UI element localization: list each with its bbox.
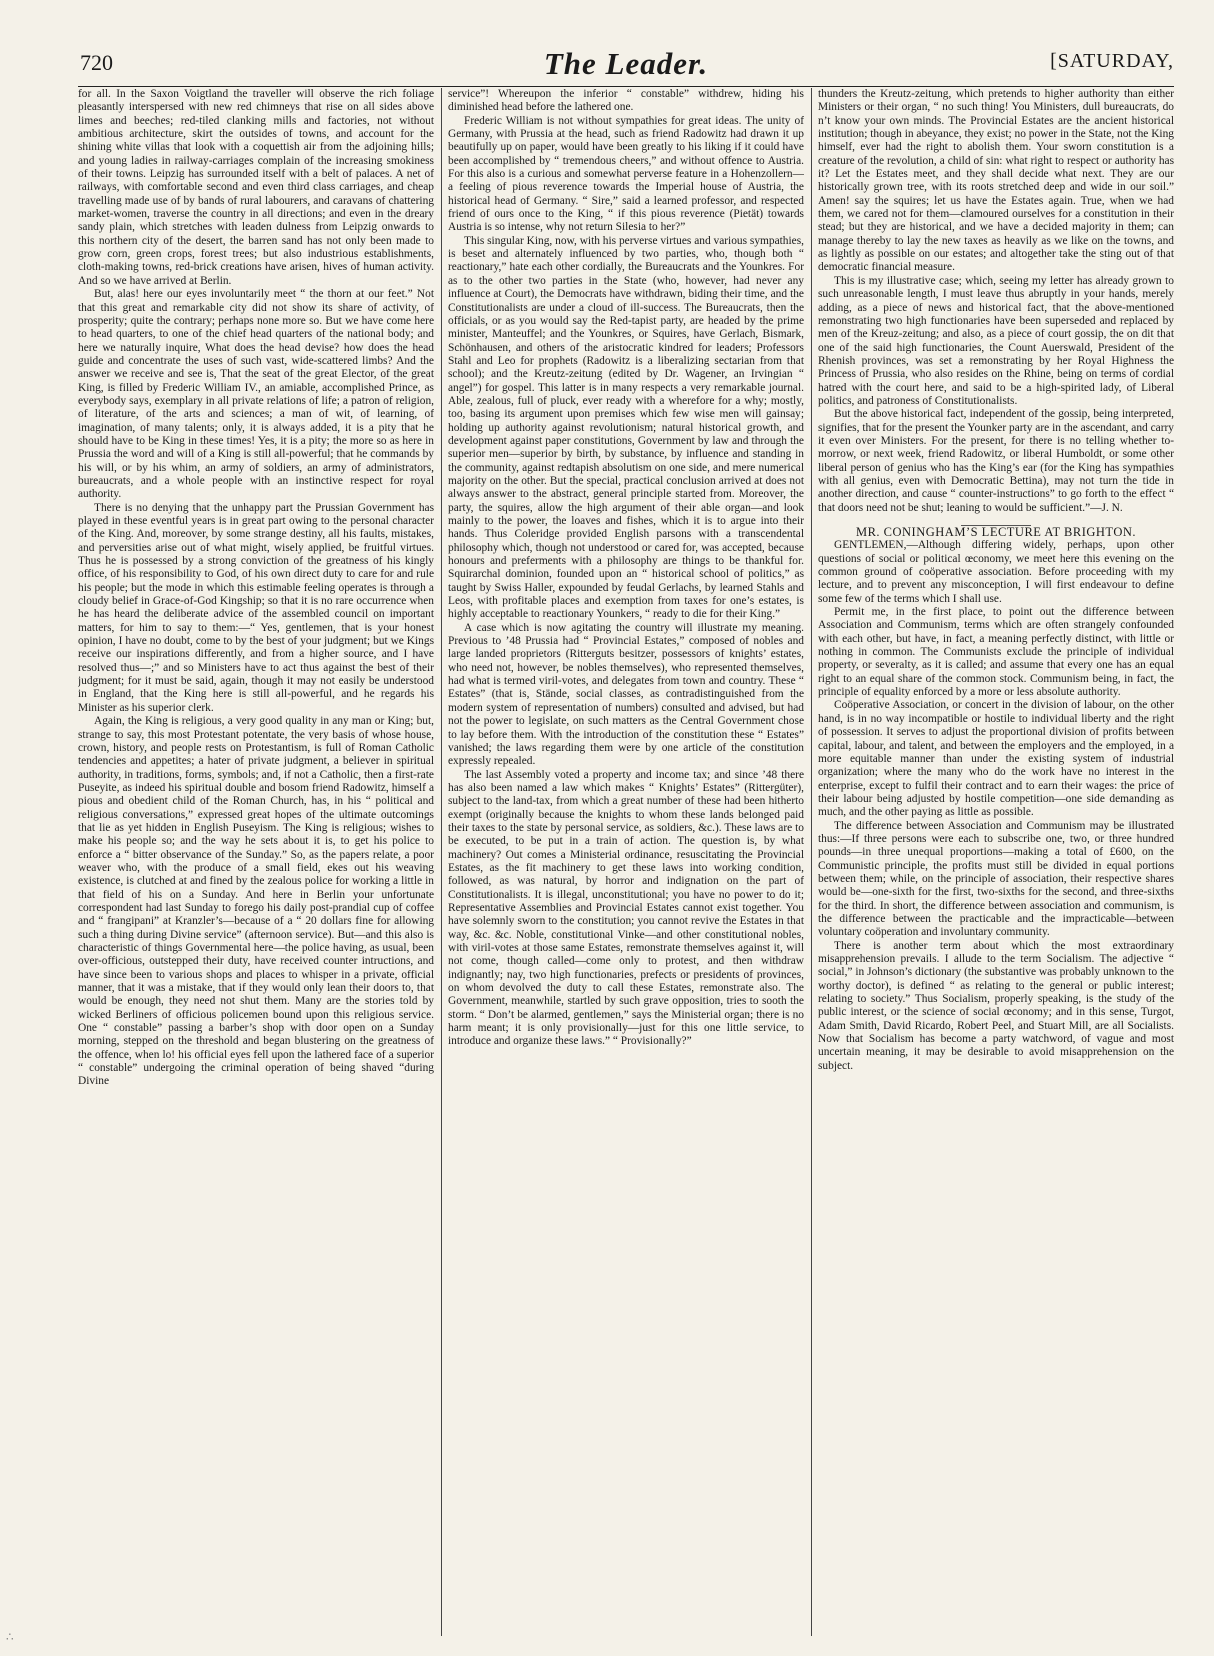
column-1 <box>78 88 434 1636</box>
paragraph: But the above historical fact, independent of the gossip, being interpreted, signifies, that for the present the Younker party are in the ascendant, and carry it even over Ministers. For the present, for there is no telling whether to-morrow, or next week, friend Radowitz, or liberal Humboldt, or some other liberal person of genius who has the King’s ear (for the King has sympathies with all genius, even with Democratic Bettina), may not turn the tide in another direction, and cause “ counter-instructions” to go forth to the effect “ that doors need not be shut; leaning to would be sufficient.”—J. N. <box>818 408 1174 514</box>
article-columns <box>78 88 1174 1636</box>
paragraph: Again, the King is religious, a very good quality in any man or King; but, strange to say, this most Protestant potentate, the very basis of whose house, crown, history, and people rests on Protestantism, is full of Roman Catholic tendencies and appetites; a hater of private judgment, a believer in spiritual authority, in traditions, forms, symbols; and, if not a Catholic, then a first-rate Puseyite, as indeed his spiritual double and bosom friend Radowitz, himself a pious and obedient child of the Roman Church, has, in his “ political and religious conversations,” expressed great hopes of the ultimate outcomings that lie as yet hidden in English Puseyism. The King is religious; wishes to make his people so; and the way he sets about it is, to get his police to enforce a “ bitter observance of the Sunday.” So, as the papers relate, a poor weaver who, with the produce of a small field, ekes out his weaving existence, is clutched at and fined by the zealous police for working a little in that field of his on a Sunday. And here in Berlin your unfortunate correspondent had last Sunday to forego his daily post-prandial cup of coffee and “ frangipani” at Kranzler’s—because of a “ 20 dollars fine for allowing such a thing during Divine service” (afternoon service). But—and this also is characteristic of things Governmental here—the police having, as usual, been over-officious, outstepped their duty, have received counter intructions, and have since been to various shops and places to whisper in a private, official manner, that it was a mistake, that if they would only lean their doors to, that would be enough, they need not shut them. Many are the stories told by wicked Berliners of officious policemen bound upon this religious service. One “ constable” passing a barber’s shop with door open on a Sunday morning, stepped on the threshold and began blustering on the greatness of the offence, when lo! his official eyes fell upon the lathered face of a superior “ constable” undergoing the criminal operation of being shaved “during Divine <box>78 715 434 1088</box>
masthead-title: The Leader. <box>543 46 709 81</box>
column-rule <box>811 88 812 1636</box>
paragraph: This is my illustrative case; which, seeing my letter has already grown to such unreasonable length, I must leave thus abruptly in your hands, merely adding, as a piece of news and historical fact, that the above-mentioned remonstrating two high functionaries have been superseded and replaced by men of the Kreuz-zeitung; and also, as a piece of court gossip, the on dit that one of the said high functionaries, the Count Auerswald, President of the Rhenish provinces, was set a remonstrating by her Royal Highness the Princess of Prussia, who also resides on the Rhine, being on terms of cordial hatred with the court here, and said to be a high-spirited lady, of Liberal politics, and patroness of Constitutionalists. <box>818 274 1174 407</box>
column-2 <box>448 88 804 1636</box>
paragraph: Coöperative Association, or concert in the division of labour, on the other hand, is in no way incompatible or hostile to individual liberty and the right of possession. It serves to adjust the proportional division of profits between capital, labour, and talent, and between the employers and the employed, in a more equitable manner than under the existing system of industrial organization; where the many who do the work have no interest in the enterprise, except to fulfil their contract and to earn their wages: the price of their labour being adjusted by hostile competition—one side demanding as much, and the other paying as little as possible. <box>818 699 1174 819</box>
paragraph: Permit me, in the first place, to point out the difference between Association and Communism, terms which are often strangely confounded with each other, but have, in fact, a meaning perfectly distinct, with little or nothing in common. The Communists exclude the principle of individual property, or severalty, as it is called; and assume that every one has an equal right to an equal share of the common stock. Communism being, in fact, the principle of equality enforced by a more or less absolute authority. <box>818 606 1174 699</box>
column-rule <box>441 88 442 1636</box>
paragraph: There is another term about which the most extraordinary misapprehension prevails. I allude to the term Socialism. The adjective “ social,” in Johnson’s dictionary (the substantive was probably unknown to the worthy doctor), is defined “ as relating to the general or public interest; relating to society.” Thus Socialism, properly speaking, is the study of the public interest, or the science of social œconomy; and in this sense, Turgot, Adam Smith, David Ricardo, Robert Peel, and Stuart Mill, are all Socialists. Now that Socialism has become a party watchword, of vague and most uncertain meaning, it may be desirable to avoid misapprehension on the subject. <box>818 939 1174 1072</box>
paragraph: GENTLEMEN,—Although differing widely, perhaps, upon other questions of social or political œconomy, we meet here this evening on the common ground of coöperative association. Before proceeding with my lecture, and to prevent any misconception, I will first endeavour to define some few of the terms which I shall use. <box>818 539 1174 605</box>
paragraph: thunders the Kreutz-zeitung, which pretends to higher authority than either Ministers or their organ, “ no such thing! You Ministers, dull bureaucrats, do n’t know your own minds. The Provincial Estates are the ancient historical institution; though in abeyance, they exist; no power in the State, not the King himself, ever had the right to abolish them. Your sworn constitution is a creature of the revolution, a child of sin: what right to respect or authority has it? Let the Estates meet, and they shall decide what next. They are our historically grown tree, with its roots stretched deep and wide in our soil.” Amen! say the squires; let us have the Estates again. True, when we had them, we cared not for them—clamoured ourselves for a constitution in their stead; but they are historical, and we have a decided majority in them; can manage thereby to lay the new taxes as heavily as we like on the towns, and as lightly as possible on our estates; and altogether take the sting out of that democratic financial measure. <box>818 88 1174 274</box>
paragraph: A case which is now agitating the country will illustrate my meaning. Previous to ’48 Prussia had “ Provincial Estates,” composed of nobles and large landed proprietors (Ritterguts besitzer, possessors of knights’ estates, who need not, however, be nobles themselves), who represented themselves, had what is termed viril-votes, and delegates from town and country. These “ Estates” (that is, Stände, social classes, as contradistinguished from the modern system of representation of numbers) consulted and advised, but had not the power to legislate, on such matters as the Central Government chose to lay before them. With the introduction of the constitution these “ Estates” vanished; the laws regarding them were by one article of the constitution expressly repealed. <box>448 621 804 768</box>
paragraph: But, alas! here our eyes involuntarily meet “ the thorn at our feet.” Not that this great and remarkable city did not show its share of activity, of prosperity; quite the contrary; perhaps none more so. But we have come here to head quarters, to one of the chief head quarters of the national body; and here we naturally inquire, What does the head devise? how does the head guide and concentrate the uses of such vast, wide-scattered limbs? And the answer we receive and see is, That the seat of the great Elector, of the great King, is filled by Frederic William IV., an amiable, accomplished Prince, as everybody says, exemplary in all private relations of life; a patron of religion, of literature, of the arts and sciences; a man of wit, of learning, of imagination, of many talents; only, it is always added, it is a pity that he should have to be King in these times! Yes, it is a pity; the more so as here in Prussia the word and will of a King is still all-powerful; that he commands by his will, or by his whim, an army of soldiers, an army of administrators, bureaucrats, and a whole people with an instinctive respect for royal authority. <box>78 288 434 501</box>
paragraph: service”! Whereupon the inferior “ constable” withdrew, hiding his diminished head before the lathered one. <box>448 88 804 114</box>
page-header <box>78 46 1174 87</box>
paragraph: The last Assembly voted a property and income tax; and since ’48 there has also been named a law which makes “ Knights’ Estates” (Rittergüter), subject to the land-tax, from which a great number of these had been hitherto exempt (originally because the knights to whom these lands belonged paid their taxes to the state by personal service, as soldiers, &c.). These laws are to be executed, to be put in a train of action. The question is, by what machinery? Out comes a Ministerial ordinance, resuscitating the Provincial Estates, as the fit machinery to get these laws into working condition, followed, as was natural, by horror and indignation on the part of Constitutionalists. It is illegal, unconstitutional; you have no power to do it; Representative Assemblies and Provincial Estates cannot exist together. You have solemnly sworn to the constitution; you cannot revive the Estates in that way, &c. &c. Noble, constitutional Vinke—and other constitutional nobles, with viril-votes at those same Estates, remonstrate themselves against it, will not come, though called—come only to protest, and then withdraw indignantly; nay, two high functionaries, prefects or presidents of provinces, on whom devolved the duty to call these Estates, remonstrate also. The Government, meanwhile, startled by such grave opposition, tries to sooth the storm. “ Don’t be alarmed, gentlemen,” says the Ministerial organ; there is no harm meant; it is only provisionally—just for this one little service, to introduce and organize these laws.” “ Provisionally?” <box>448 768 804 1048</box>
page-number: 720 <box>80 50 113 75</box>
column-3 <box>818 88 1174 1636</box>
article-title: MR. CONINGHAM’S LECTURE AT BRIGHTON. <box>855 525 1137 539</box>
scan-mark-icon: ∴ <box>6 1630 14 1644</box>
paragraph: This singular King, now, with his perverse virtues and various sympathies, is beset and alternately influenced by two parties, who, though both “ reactionary,” hate each other cordially, the Bureaucrats and the Younkres. For as to the other two parties in the State (who, however, had never any influence at Court), the Democrats have withdrawn, biding their time, and the Constitutionalists are under a cloud of ill-success. The Bureaucrats, then the officials, or as you would say the Red-tapist party, are headed by the prime minister, Manteuffel; and the Younkres, or Squires, have Gerlach, Bismark, Schönhausen, and others of the aristocratic kindred for leaders; Professors Stahl and Leo for prophets (Radowitz is a liberalizing sectarian from that school); and the Kreutz-zeitung (edited by Dr. Wagener, an Irvingian “ angel”) for gospel. This latter is in many respects a very remarkable journal. Able, zealous, full of pluck, ever ready with a wherefore for a why; mostly, too, basing its argument upon premises which few wise men will gainsay; holding up authority against revolutionism; natural historical growth, and development against paper constitutions, Government by law and through the superior men—superior by birth, by substance, by influence and standing in the community, against redtapish absolutism on one side, and mere numerical majority on the other. But the special, practical conclusion arrived at does not always answer to the abstract, general principle started from. Moreover, the party, the squires, allow the high argument of their able organ—and look mainly to the power, the loaves and fishes, which it is to argue into their hands. Thus Coleridge provided English parsons with a transcendental philosophy which, though not understood or cared for, was accepted, because honours and preferments with a philosophy are things to be thankful for. Squirarchal dominion, founded upon an “ historical school of politics,” as taught by Swiss Haller, expounded by feudal Gerlachs, by learned Stahls and Leos, with profitable places and exemption from taxes for one’s estates, is highly acceptable to reactionary Younkers, “ ready to die for their King.” <box>448 234 804 621</box>
paragraph: There is no denying that the unhappy part the Prussian Government has played in these eventful years is in great part owing to the personal character of the King. And, moreover, by some strange destiny, all his faults, mistakes, and perversities arise out of what might, wisely applied, be fruitful virtues. Thus he is possessed by a strong conviction of the greatness of his kingly office, of his responsibility to God, of his own direct duty to care for and rule his people; but the mode in which this estimable feeling operates is through a cloudy belief in Grace-of-God Kingship; so that it is no rare occurrence when he has heard the deliberate advice of the assembled council on important matters, for him to say to them:—“ Yes, gentlemen, that is your honest opinion, I have no doubt, come to by the best of your judgment; but we Kings receive our inspirations differently, and from a higher source, and I have resolved thus—;” and so Ministers have to act thus against the best of their judgment; for it must be said, again, though it may not easily be understood in England, that the King here is still all-powerful, and he regards his Minister as his superior clerk. <box>78 501 434 714</box>
paragraph: The difference between Association and Communism may be illustrated thus:—If three persons were each to subscribe one, two, or three hundred pounds—in three unequal proportions—making a total of £600, on the Communistic principle, the profits must still be divided in equal portions between them; while, on the principle of association, their respective shares would be—one-sixth for the first, two-sixths for the second, and three-sixths for the third. In short, the difference between association and communism, is the difference between the practicable and the impracticable—between voluntary coöperation and involuntary community. <box>818 819 1174 939</box>
issue-day: [SATURDAY, <box>1050 50 1174 72</box>
paragraph: for all. In the Saxon Voigtland the traveller will observe the rich foliage pleasantly interspersed with new red chimneys that rise on all sides above limes and beeches; red-tiled clanking mills and factories, not without ambitious architecture, skirt the outsides of towns, and account for the shining white villas that look with a coquettish air from the adjoining hills; and young ladies in railway-carriages complain of the increasing smokiness of their towns. Leipzig has surrounded itself with a belt of palaces. A net of railways, with comfortable second and even third class carriages, and cheap travelling made use of by bands of rural labourers, and caravans of chattering market-women, traverse the country in all directions; and even in the dreary sandy plain, which stretches with leaden dulness from Leipzig onwards to this northern city of the desert, the barren sand has not only been made to grow corn, green crops, forest trees; but also industrious establishments, cloth-making towns, red-brick creations have arisen, hives of human activity. And so we have arrived at Berlin. <box>78 88 434 287</box>
paragraph: Frederic William is not without sympathies for great ideas. The unity of Germany, with Prussia at the head, such as friend Radowitz had drawn it up beautifully up on paper, would have been greatly to his liking if it could have been accomplished by “ tremendous cheers,” and without offence to Austria. For this also is a curious and somewhat perverse feature in a Hohenzollern—a feeling of pious reverence towards the Imperial house of Austria, the historical head of Germany. “ Sire,” said a learned professor, and respected friend of ours once to the King, “ if this pious reverence (Pietät) towards Austria is so intense, why not return Silesia to her?” <box>448 114 804 234</box>
